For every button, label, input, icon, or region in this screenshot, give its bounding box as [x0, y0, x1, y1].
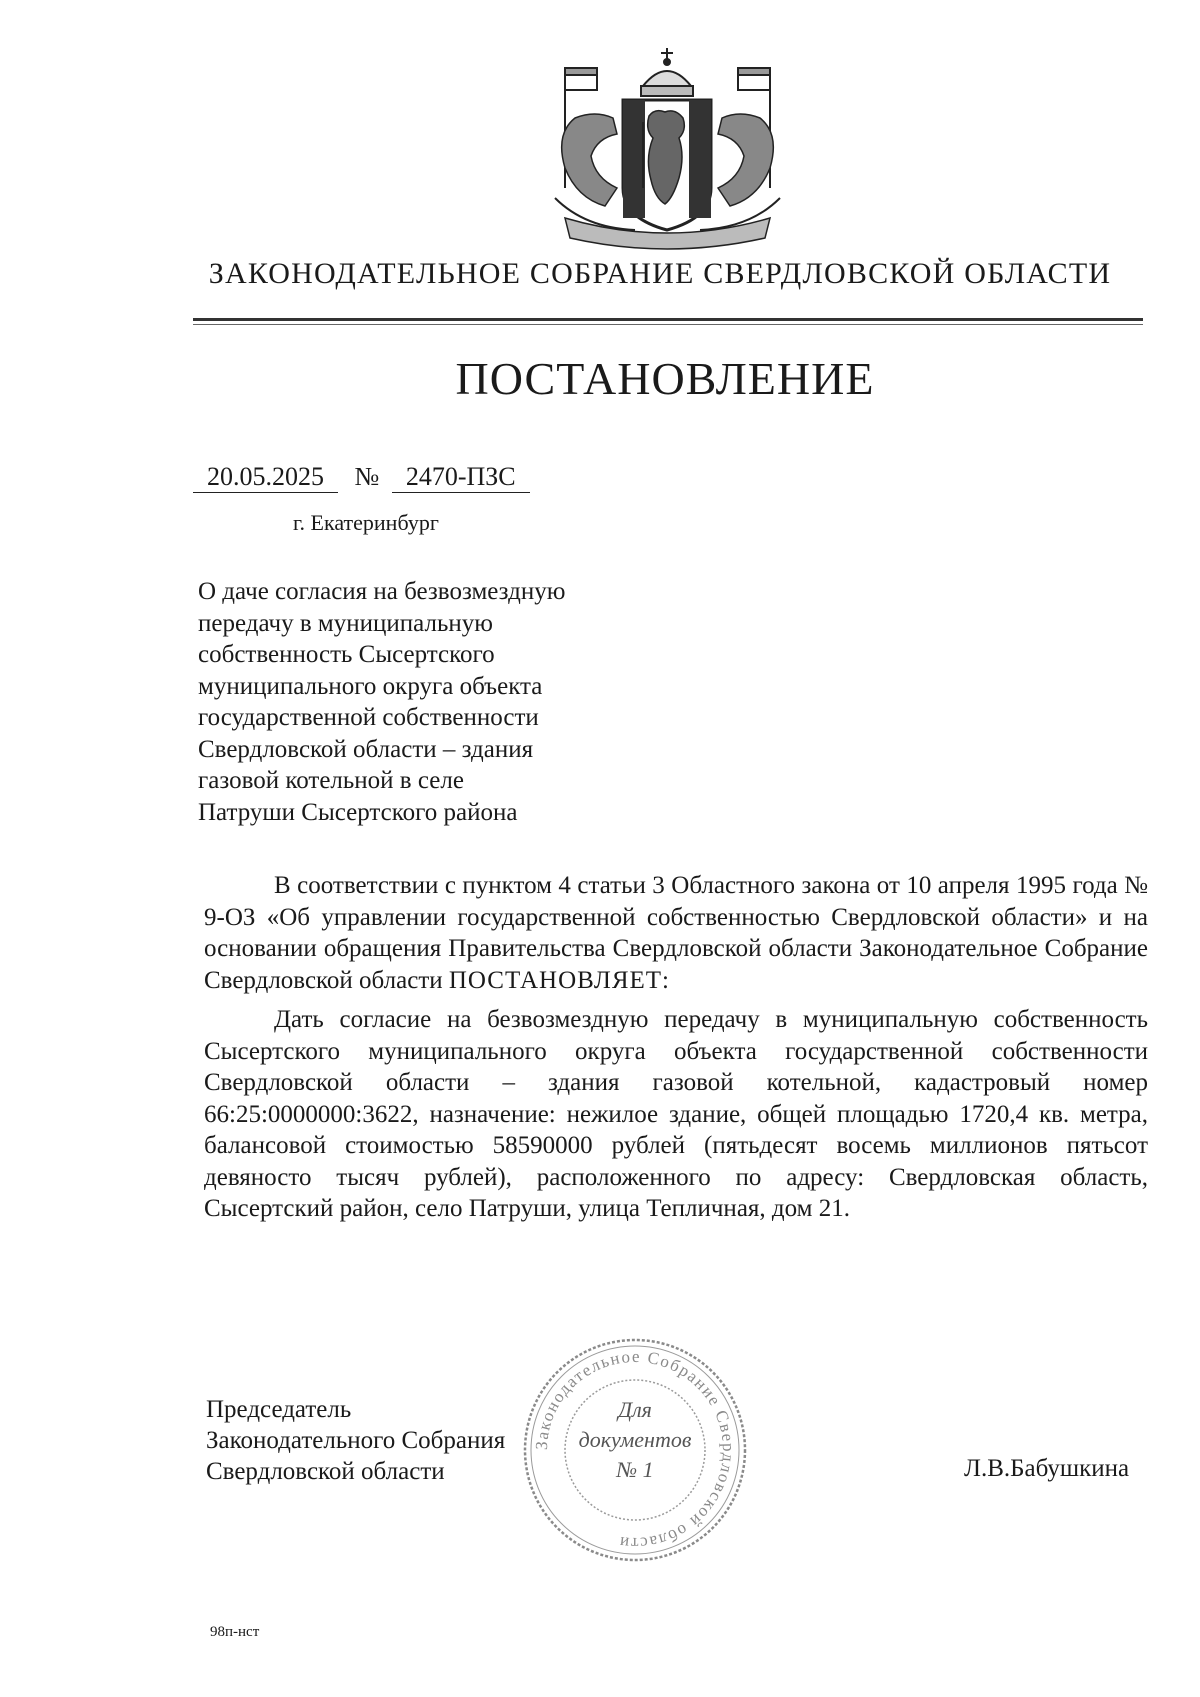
subject-line: муниципального округа объекта — [198, 672, 543, 700]
subject-line: передачу в муниципальную — [198, 609, 493, 637]
subject-line: Свердловской области – здания — [198, 735, 534, 763]
stamp-center-text — [520, 1395, 750, 1485]
signatory-title-line: Законодательного Собрания — [206, 1427, 506, 1454]
signatory-name: Л.В.Бабушкина — [964, 1455, 1130, 1482]
signatory-title-line: Свердловской области — [206, 1458, 445, 1485]
document-subject — [198, 576, 658, 828]
subject-line: собственность Сысертского — [198, 641, 495, 668]
preamble-text: В соответствии с пунктом 4 статьи 3 Областного закона от 10 апреля 1995 года № 9-ОЗ «Об управлении государственной собственностью Свердловской области» и на основании обращения Правительства Свердловской области Законодательное Собрание Свердловской области — [204, 872, 1148, 994]
header-rule — [193, 318, 1143, 321]
signatory-title — [206, 1394, 505, 1487]
document-date: 20.05.2025 — [193, 462, 338, 493]
preamble-paragraph — [204, 870, 1148, 996]
document-number: 2470-ПЗС — [392, 462, 530, 493]
signatory-title-line: Председатель — [206, 1396, 352, 1423]
header-rule-thin — [193, 324, 1143, 325]
document-type-title: ПОСТАНОВЛЕНИЕ — [455, 353, 875, 404]
city-name: г. Екатеринбург — [293, 510, 439, 535]
subject-line: газовой котельной в селе — [198, 767, 464, 794]
number-sign: № — [354, 462, 380, 491]
stamp-line: № 1 — [616, 1457, 654, 1482]
decision-paragraph: Дать согласие на безвозмездную передачу в муниципальную собственность Сысертского муниципального округа объекта государственной собственности Свердловской области – здания газовой котельной, кадастровый номер 66:25:0000000:3622, назначение: нежилое здание, общей площадью 1720,4 кв. метра, балансовой стоимостью 58590000 рублей (пятьдесят восемь миллионов пятьсот девяносто тысяч рублей), расположенного по адресу: Свердловская область, Сысертский район, село Патруши, улица Тепличная, дом 21. — [204, 1006, 1148, 1222]
subject-line: государственной собственности — [198, 704, 539, 731]
document-body — [204, 870, 1148, 1233]
registration-line — [193, 462, 530, 493]
coat-of-arms-icon — [525, 38, 810, 258]
document-code: 98п-нст — [210, 1624, 260, 1640]
decree-word: ПОСТАНОВЛЯЕТ: — [448, 966, 670, 994]
stamp-ring-text: Законодательное Собрание Свердловской области — [531, 1346, 739, 1554]
organization-name: ЗАКОНОДАТЕЛЬНОЕ СОБРАНИЕ СВЕРДЛОВСКОЙ ОБЛАСТИ — [208, 257, 1112, 290]
stamp-line: Для — [618, 1397, 652, 1422]
subject-line: О даче согласия на безвозмездную — [198, 578, 566, 605]
stamp-line: документов — [578, 1427, 692, 1452]
subject-line: Патруши Сысертского района — [198, 798, 518, 826]
